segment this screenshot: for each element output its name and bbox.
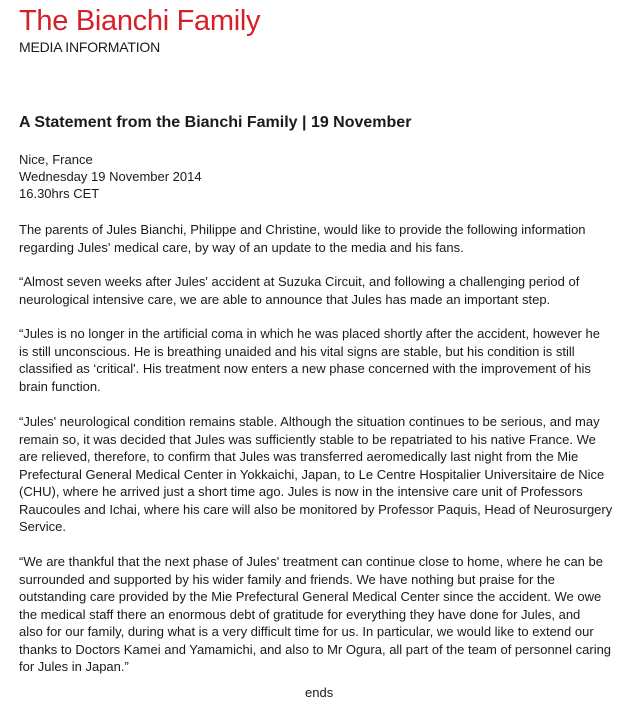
paragraph-line: Raucoules and Ichai, where his care will also be monitored by Professor Paquis, Head of Neurosurgery: [19, 501, 613, 517]
paragraph-line: thanks to Doctors Kamei and Yamamichi, and also to Mr Ogura, all part of the team of personnel caring: [19, 641, 612, 657]
paragraph-line: brain function.: [19, 378, 101, 394]
paragraph-line: outstanding care provided by the Mie Prefectural General Medical Center since the accident. We owe: [19, 589, 602, 604]
brand-subtitle: MEDIA INFORMATION: [19, 39, 161, 55]
paragraph-line: The parents of Jules Bianchi, Philippe and Christine, would like to provide the following information: [19, 222, 586, 237]
paragraph-line: “Jules' neurological condition remains stable. Although the situation continues to be serious, and may: [19, 414, 600, 429]
paragraph-1: [19, 221, 625, 256]
paragraph-line: Service.: [19, 519, 66, 534]
paragraph-line: the medical staff there an enormous debt of gratitude for everything they have done for Jules, and: [19, 606, 581, 622]
paragraph-line: is still unconscious. He is breathing unaided and his vital signs are stable, but his condition is still: [19, 343, 575, 359]
letterhead: [19, 4, 260, 55]
paragraph-line: neurological intensive care, we are able to announce that Jules has made an important step.: [19, 291, 551, 307]
paragraph-line: “Jules is no longer in the artificial coma in which he was placed shortly after the accident, however he: [19, 326, 600, 341]
statement-meta: [19, 151, 202, 202]
paragraph-line: are relieved, therefore, to confirm that Jules was transferred aeromedically last night from the Mie: [19, 449, 579, 464]
statement-location: Nice, France: [19, 152, 93, 167]
paragraph-line: for Jules in Japan.”: [19, 659, 129, 674]
statement-date: Wednesday 19 November 2014: [19, 169, 202, 184]
paragraph-5: [19, 553, 625, 676]
paragraph-line: surrounded and supported by his wider family and friends. We have nothing but praise for the: [19, 571, 555, 587]
paragraph-line: also for our family, during what is a very difficult time for us. In particular, we would like to extend our: [19, 624, 594, 639]
paragraph-line: “Almost seven weeks after Jules' accident at Suzuka Circuit, and following a challenging period of: [19, 274, 580, 289]
paragraph-2: [19, 273, 625, 308]
statement-title: A Statement from the Bianchi Family | 19 November: [19, 114, 412, 131]
paragraph-line: classified as ‘critical'. His treatment now enters a new phase concerned with the improvement of his: [19, 361, 591, 376]
paragraph-3: [19, 325, 625, 395]
paragraph-4: [19, 413, 625, 536]
paragraph-line: regarding Jules' medical care, by way of an update to the media and his fans.: [19, 239, 464, 255]
ends-marker: ends: [305, 685, 334, 700]
paragraph-line: Prefectural General Medical Center in Yokkaichi, Japan, to Le Centre Hospitalier Universitaire de Nice: [19, 466, 605, 482]
paragraph-line: remain so, it was decided that Jules was sufficiently stable to be repatriated to his native France. We: [19, 431, 596, 447]
paragraph-line: “We are thankful that the next phase of Jules' treatment can continue close to home, where he can be: [19, 554, 603, 569]
brand-title: The Bianchi Family: [19, 5, 261, 37]
paragraph-line: (CHU), where he arrived just a short time ago. Jules is now in the intensive care unit of Professors: [19, 484, 583, 499]
statement-time: 16.30hrs CET: [19, 186, 100, 201]
